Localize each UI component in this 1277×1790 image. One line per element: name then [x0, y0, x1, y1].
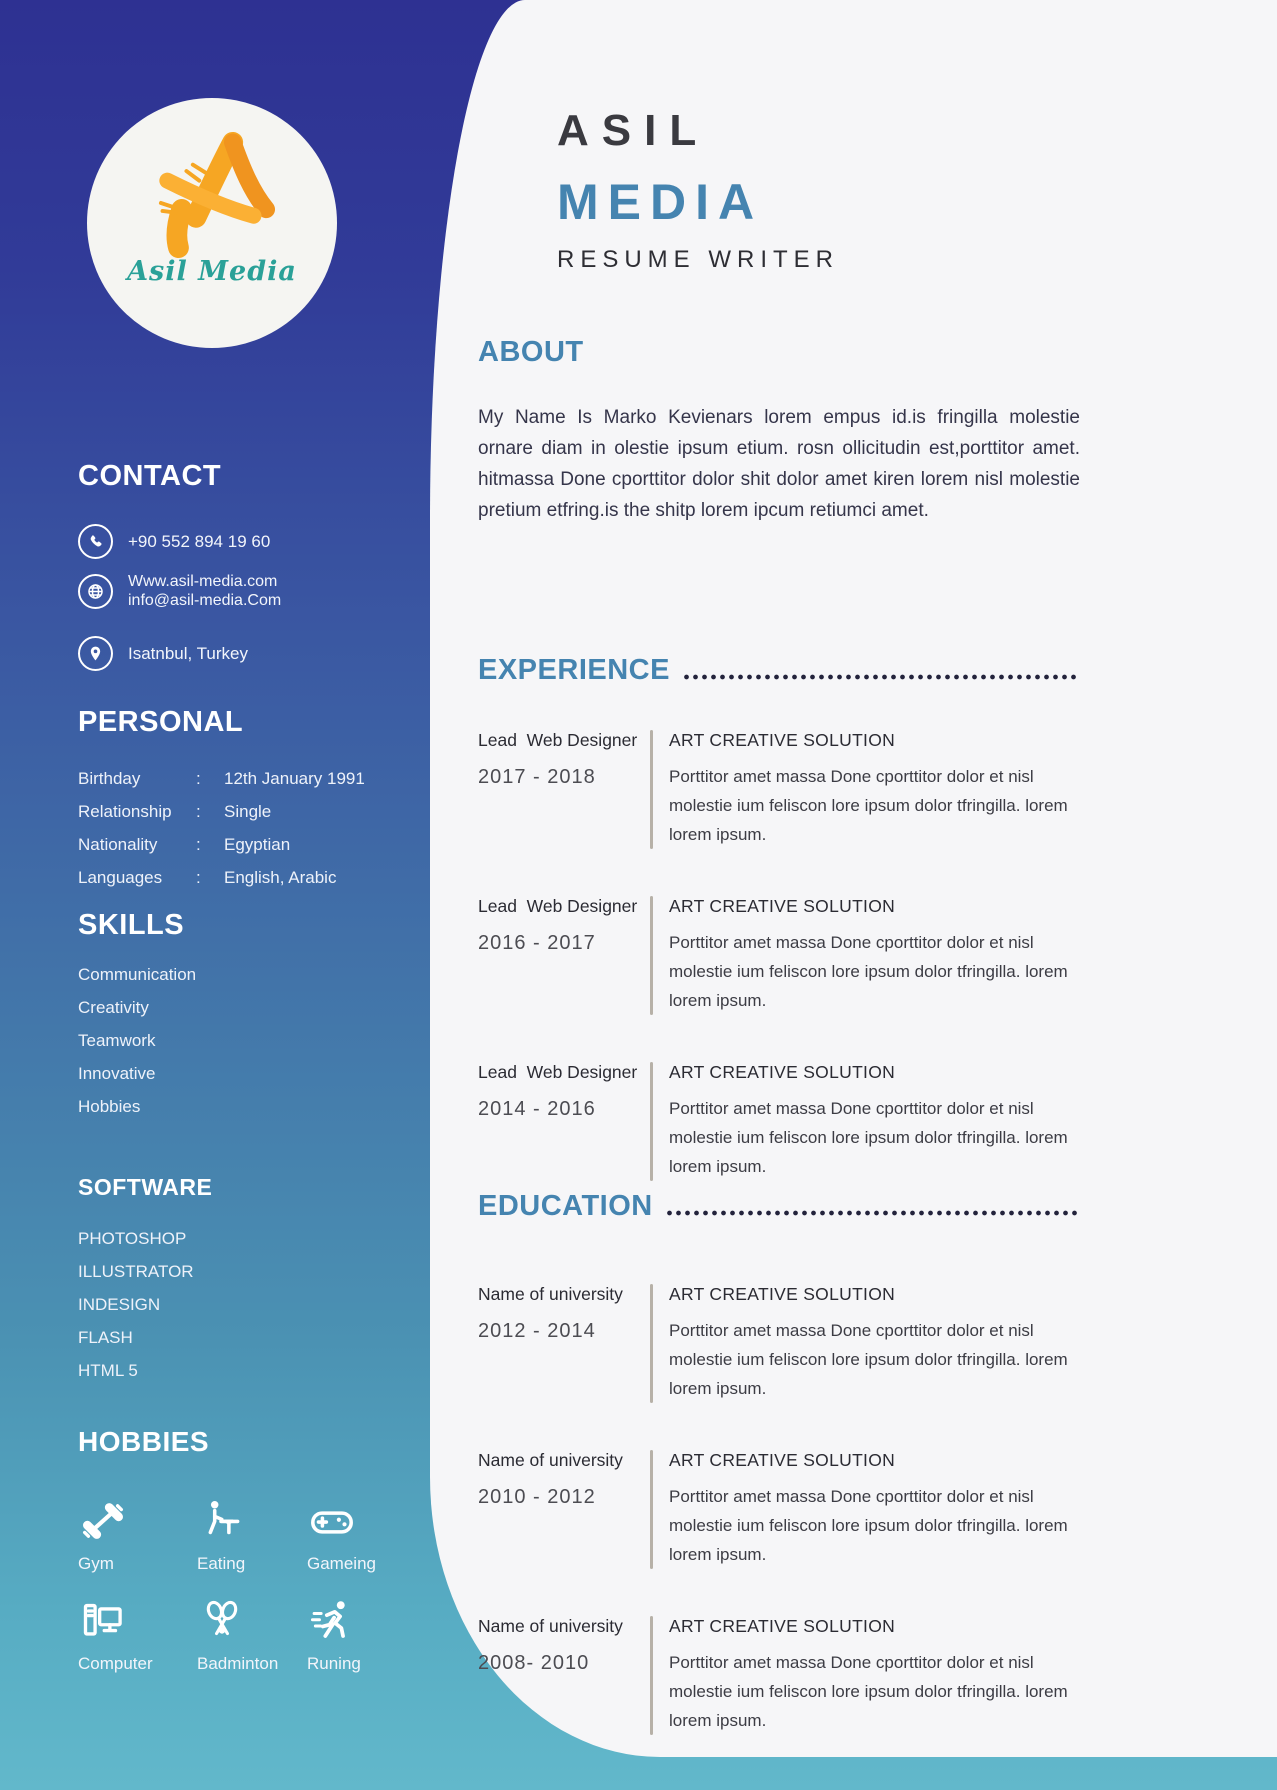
colon: : — [196, 867, 201, 887]
personal-value: Single — [224, 801, 272, 821]
dotted-leader — [682, 674, 1080, 680]
software-bar — [248, 1234, 373, 1243]
company-name: ART CREATIVE SOLUTION — [669, 896, 896, 916]
study-period: 2010 - 2012 — [478, 1486, 596, 1508]
eating-icon — [197, 1496, 247, 1546]
company-name: ART CREATIVE SOLUTION — [669, 1062, 896, 1082]
personal-row-nationality — [78, 828, 378, 861]
skill-label: Innovative — [78, 1063, 156, 1083]
contact-location: Isatnbul, Turkey — [128, 644, 249, 663]
skill-row — [78, 1090, 378, 1123]
contact-website-link[interactable]: Www.asil-media.com — [128, 573, 278, 590]
software-row — [78, 1354, 378, 1387]
skill-bar — [248, 1036, 373, 1045]
education-heading-row — [478, 1190, 1080, 1223]
education-heading: EDUCATION — [478, 1190, 653, 1222]
experience-list — [478, 730, 1080, 1228]
gym-icon — [78, 1496, 128, 1546]
job-period: 2017 - 2018 — [478, 766, 596, 788]
education-entry — [478, 1284, 1080, 1403]
dotted-leader — [665, 1210, 1080, 1216]
skills-list — [78, 958, 378, 1123]
personal-label: Languages — [78, 867, 163, 887]
brand-script-text: Asil Media — [127, 256, 297, 287]
hobby-label: Gameing — [307, 1554, 376, 1573]
study-description: Porttitor amet massa Done cporttitor dolor et nisl molestie ium feliscon lore ipsum dolor tfringilla. lorem lorem ipsum. — [669, 1653, 1068, 1730]
education-entry — [478, 1450, 1080, 1569]
skill-row — [78, 1024, 378, 1057]
skill-row — [78, 958, 378, 991]
hobby-label: Runing — [307, 1654, 361, 1673]
computer-icon — [78, 1596, 128, 1646]
experience-heading-row — [478, 654, 1080, 687]
hobby-running — [307, 1596, 388, 1674]
globe-icon — [78, 574, 113, 609]
software-label: HTML 5 — [78, 1360, 138, 1380]
personal-heading: PERSONAL — [78, 706, 244, 738]
software-label: FLASH — [78, 1327, 133, 1347]
personal-value: Egyptian — [224, 834, 291, 854]
software-label: PHOTOSHOP — [78, 1228, 187, 1248]
hobby-gym — [78, 1496, 197, 1574]
personal-label: Birthday — [78, 768, 141, 788]
software-bar — [248, 1366, 373, 1375]
running-icon — [307, 1596, 357, 1646]
brand-block — [557, 106, 839, 274]
school-name: Name of university — [478, 1284, 623, 1304]
education-list — [478, 1284, 1080, 1782]
contact-heading: CONTACT — [78, 460, 222, 492]
personal-list — [78, 762, 378, 894]
colon: : — [196, 834, 201, 854]
job-title: Lead Web Designer — [478, 730, 638, 750]
personal-row-relationship — [78, 795, 378, 828]
personal-label: Relationship — [78, 801, 172, 821]
company-name: ART CREATIVE SOLUTION — [669, 1616, 896, 1636]
experience-entry — [478, 1062, 1080, 1181]
software-list — [78, 1222, 378, 1387]
contact-web-row — [78, 572, 281, 610]
software-bar — [248, 1267, 373, 1276]
colon: : — [196, 768, 201, 788]
company-name: ART CREATIVE SOLUTION — [669, 1450, 896, 1470]
hobby-label: Badminton — [197, 1654, 279, 1673]
brand-name-bottom: MEDIA — [557, 174, 764, 230]
skill-bar — [248, 1069, 373, 1078]
study-period: 2012 - 2014 — [478, 1320, 596, 1342]
education-entry — [478, 1616, 1080, 1735]
skill-bar — [248, 970, 373, 979]
school-name: Name of university — [478, 1616, 623, 1636]
about-paragraph: My Name Is Marko Kevienars lorem empus id.is fringilla molestie ornare diam in olestie ipsum etium. rosn ollicitudin est,porttitor amet. hitmassa Done cporttitor dolor shit dolor amet kiren lorem nisl molestie pretium etfring.is the shitp lorem ipcum retiumci amet. — [478, 407, 1080, 521]
about-heading: ABOUT — [478, 336, 584, 368]
study-description: Porttitor amet massa Done cporttitor dolor et nisl molestie ium feliscon lore ipsum dolor tfringilla. lorem lorem ipsum. — [669, 1487, 1068, 1564]
personal-row-birthday — [78, 762, 378, 795]
colon: : — [196, 801, 201, 821]
hobby-label: Computer — [78, 1654, 153, 1673]
software-label: INDESIGN — [78, 1294, 161, 1314]
hobby-label: Gym — [78, 1554, 114, 1573]
job-period: 2016 - 2017 — [478, 932, 596, 954]
gamepad-icon — [307, 1496, 357, 1546]
software-label: ILLUSTRATOR — [78, 1261, 194, 1281]
contact-phone-row — [78, 524, 270, 559]
hobby-label: Eating — [197, 1554, 246, 1573]
personal-row-languages — [78, 861, 378, 894]
job-period: 2014 - 2016 — [478, 1098, 596, 1120]
hobby-badminton — [197, 1596, 307, 1674]
skill-bar — [248, 1102, 373, 1111]
experience-heading: EXPERIENCE — [478, 654, 670, 686]
software-row — [78, 1255, 378, 1288]
skills-heading: SKILLS — [78, 909, 185, 941]
hobby-eating — [197, 1496, 307, 1574]
contact-location-row — [78, 636, 248, 671]
skill-row — [78, 991, 378, 1024]
sidebar — [0, 0, 430, 1790]
phone-icon — [78, 524, 113, 559]
job-description: Porttitor amet massa Done cporttitor dolor et nisl molestie ium feliscon lore ipsum dolor tfringilla. lorem lorem ipsum. — [669, 1099, 1068, 1176]
hobby-computer — [78, 1596, 197, 1674]
skill-label: Hobbies — [78, 1096, 141, 1116]
skill-label: Communication — [78, 964, 197, 984]
badminton-icon — [197, 1596, 247, 1646]
brand-name-top: ASIL — [557, 106, 710, 155]
software-bar — [248, 1333, 373, 1342]
skill-label: Teamwork — [78, 1030, 156, 1050]
experience-entry — [478, 730, 1080, 849]
hobby-gaming — [307, 1496, 388, 1574]
skill-label: Creativity — [78, 997, 149, 1017]
experience-entry — [478, 896, 1080, 1015]
software-heading: SOFTWARE — [78, 1174, 213, 1200]
skill-row — [78, 1057, 378, 1090]
brand-subtitle: RESUME WRITER — [557, 246, 839, 273]
company-name: ART CREATIVE SOLUTION — [669, 1284, 896, 1304]
job-title: Lead Web Designer — [478, 896, 638, 916]
contact-phone: +90 552 894 19 60 — [128, 532, 271, 551]
hobbies-heading: HOBBIES — [78, 1426, 210, 1457]
job-description: Porttitor amet massa Done cporttitor dolor et nisl molestie ium feliscon lore ipsum dolor tfringilla. lorem lorem ipsum. — [669, 767, 1068, 844]
software-bar — [248, 1300, 373, 1309]
software-row — [78, 1321, 378, 1354]
personal-value: English, Arabic — [224, 867, 337, 887]
location-pin-icon — [78, 636, 113, 671]
skill-bar — [248, 1003, 373, 1012]
software-row — [78, 1222, 378, 1255]
personal-label: Nationality — [78, 834, 158, 854]
logo-badge — [87, 98, 337, 348]
school-name: Name of university — [478, 1450, 623, 1470]
job-title: Lead Web Designer — [478, 1062, 638, 1082]
company-name: ART CREATIVE SOLUTION — [669, 730, 896, 750]
personal-value: 12th January 1991 — [224, 768, 365, 788]
hobbies-grid — [78, 1496, 388, 1674]
study-period: 2008- 2010 — [478, 1652, 590, 1674]
contact-email-link[interactable]: info@asil-media.Com — [128, 592, 282, 609]
brand-a-logo-icon — [132, 120, 292, 270]
software-row — [78, 1288, 378, 1321]
study-description: Porttitor amet massa Done cporttitor dolor et nisl molestie ium feliscon lore ipsum dolor tfringilla. lorem lorem ipsum. — [669, 1321, 1068, 1398]
job-description: Porttitor amet massa Done cporttitor dolor et nisl molestie ium feliscon lore ipsum dolor tfringilla. lorem lorem ipsum. — [669, 933, 1068, 1010]
